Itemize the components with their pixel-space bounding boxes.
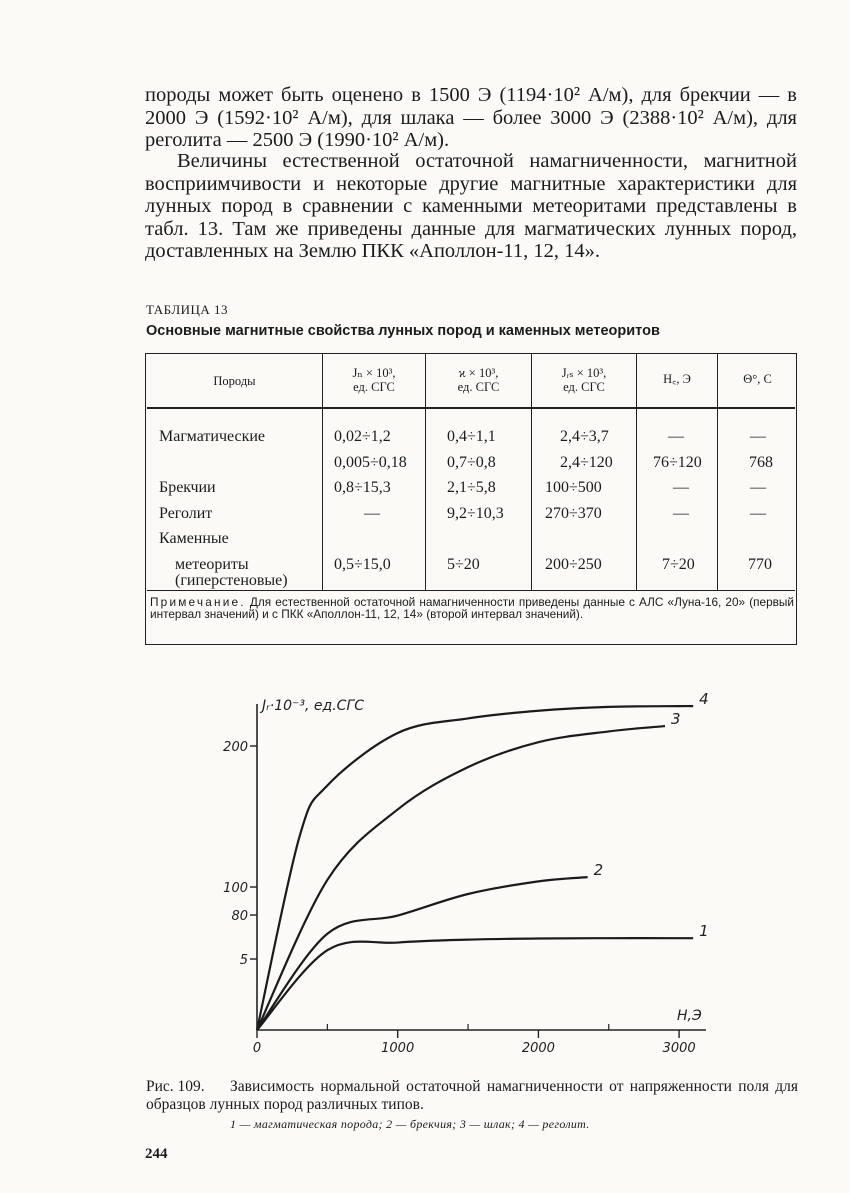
cell-hc: — [673,505,689,522]
cell-theta: — [750,479,766,496]
cell-jn: 0,5÷15,0 [334,556,391,573]
cell-hc: 76÷120 [653,454,702,471]
cell-theta: 770 [748,556,772,573]
header-rocks: Породы [213,374,256,388]
y-tick-label: 100 [223,881,248,896]
table-label: ТАБЛИЦА 13 [146,302,229,317]
row-name-cont: (гиперстеновые) [175,572,288,589]
cell-theta: 768 [749,454,773,471]
row-name: Каменные [159,530,229,547]
curve-label-4: 4 [699,690,709,709]
cell-jrs: 100÷500 [545,479,602,496]
y-tick-label: 5 [239,953,248,968]
row-name: Брекчии [159,479,216,496]
table-note: Примечание. Для естественной остаточной намагниченности приведены данные с АЛС «Луна-16, 20» (первый интервал значений) и с ПКК «Аполлон-11, 12, 14» (второй интервал значений). [150,595,794,621]
cell-jn: 0,02÷1,2 [334,428,391,445]
cell-kappa: 0,4÷1,1 [447,428,496,445]
x-tick-label: 2000 [521,1041,555,1056]
cell-kappa: 0,7÷0,8 [447,454,496,471]
cell-hc: — [673,479,689,496]
x-tick-label: 1000 [381,1041,415,1056]
header-theta: Θ°, С [743,372,772,386]
curve-label-3: 3 [671,710,681,729]
header-hc: H꜀, Э [663,372,691,386]
cell-kappa: 2,1÷5,8 [447,479,496,496]
cell-hc: 7÷20 [662,556,695,573]
table-title: Основные магнитные свойства лунных пород и каменных метеоритов [146,323,660,339]
cell-jrs: 2,4÷3,7 [560,428,609,445]
cell-jn: 0,005÷0,18 [334,454,407,471]
row-name: Магматические [159,428,266,445]
header-jn: Jₙ × 10³, ед. СГС [352,366,396,394]
y-tick-label: 80 [231,909,248,924]
curve-4 [257,706,693,1030]
cell-theta: — [750,505,766,522]
y-tick-label: 200 [223,740,248,755]
paragraph-1: породы может быть оценено в 1500 Э (1194·10² А/м), для брекчии — в 2000 Э (1592·10² А/м), для шлака — более 3000 Э (2388·10² А/м), для реголита — 2500 Э (1990·10² А/м). [145,84,797,151]
cell-jn: — [364,505,380,522]
cell-jrs: 2,4÷120 [560,454,613,471]
paragraph-2: Величины естественной остаточной намагниченности, магнитной восприимчивости и некоторые другие магнитные характеристики для лунных пород в сравнении с каменными метеоритами представлены в табл. 13. Там же приведены данные для магматических лунных пород, доставленных на Землю ПКК «Аполлон-11, 12, 14». [145,150,797,262]
curve-label-2: 2 [593,861,604,880]
row-name: метеориты [175,556,249,573]
header-kappa: ϰ × 10³, ед. СГС [457,366,500,394]
cell-theta: — [750,428,766,445]
curve-label-1: 1 [699,922,709,941]
curve-1 [257,938,693,1030]
cell-jrs: 270÷370 [545,505,602,522]
curve-2 [257,877,588,1030]
curve-3 [257,726,665,1030]
page-number: 244 [145,1146,168,1162]
header-jrs: Jᵣₛ × 10³, ед. СГС [561,366,607,394]
figure-caption: Рис. 109. Зависимость нормальной остаточной намагниченности от напряженности поля для образцов лунных пород различных типов. [146,1078,798,1113]
x-tick-label: 0 [252,1041,262,1056]
figure-legend: 1 — магматическая порода; 2 — брекчия; 3 — шлак; 4 — реголит. [230,1117,590,1131]
cell-hc: — [668,428,684,445]
cell-kappa: 9,2÷10,3 [447,505,504,522]
y-axis-label: Jᵣ·10⁻³, ед.СГС [262,698,365,714]
x-axis-label: H,Э [677,1008,702,1024]
cell-jn: 0,8÷15,3 [334,479,391,496]
cell-jrs: 200÷250 [545,556,602,573]
x-tick-label: 3000 [662,1041,696,1056]
cell-kappa: 5÷20 [447,556,480,573]
row-name: Реголит [159,505,213,522]
